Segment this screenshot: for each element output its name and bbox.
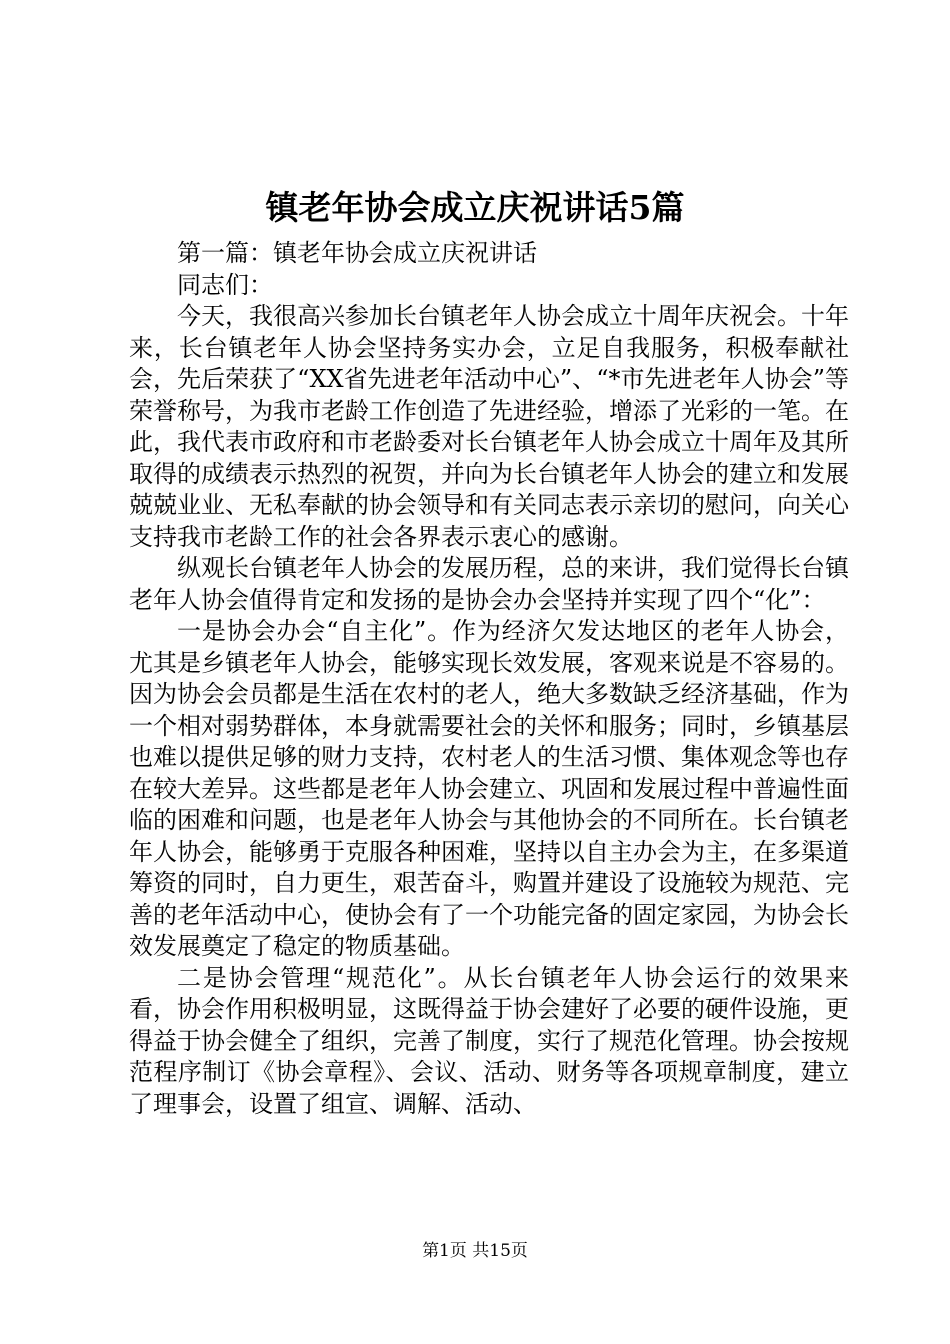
document-title: 镇老年协会成立庆祝讲话5篇 [265,188,685,227]
page-footer: 第1页 共15页 [422,1241,528,1261]
salutation: 同志们： [177,270,273,299]
document-body [129,238,849,1120]
body-paragraph: 今天，我很高兴参加长台镇老年人协会成立十周年庆祝会。十年来，长台镇老年人协会坚持务实办会，立足自我服务，积极奉献社会，先后荣获了“XX省先进老年活动中心”、“*市先进老年人协会”等荣誉称号，为我市老龄工作创造了先进经验，增添了光彩的一笔。在此，我代表市政府和市老龄委对长台镇老年人协会成立十周年及其所取得的成绩表示热烈的祝贺，并向为长台镇老年人协会的建立和发展兢兢业业、无私奉献的协会领导和有关同志表示亲切的慰问，向关心支持我市老龄工作的社会各界表示衷心的感谢。 [129,302,849,551]
body-paragraph: 纵观长台镇老年人协会的发展历程，总的来讲，我们觉得长台镇老年人协会值得肯定和发扬的是协会办会坚持并实现了四个“化”： [129,554,849,614]
body-paragraph: 二是协会管理“规范化”。从长台镇老年人协会运行的效果来看，协会作用积极明显，这既得益于协会建好了必要的硬件设施，更得益于协会健全了组织，完善了制度，实行了规范化管理。协会按规范程序制订《协会章程》、会议、活动、财务等各项规章制度，建立了理事会，设置了组宣、调解、活动、 [129,963,849,1118]
section-heading: 第一篇：镇老年协会成立庆祝讲话 [177,239,537,267]
body-paragraph: 一是协会办会“自主化”。作为经济欠发达地区的老年人协会，尤其是乡镇老年人协会，能够实现长效发展，客观来说是不容易的。因为协会会员都是生活在农村的老人，绝大多数缺乏经济基础，作为一个相对弱势群体，本身就需要社会的关怀和服务；同时，乡镇基层也难以提供足够的财力支持，农村老人的生活习惯、集体观念等也存在较大差异。这些都是老年人协会建立、巩固和发展过程中普遍性面临的困难和问题，也是老年人协会与其他协会的不同所在。长台镇老年人协会，能够勇于克服各种困难，坚持以自主办会为主，在多渠道筹资的同时，自力更生，艰苦奋斗，购置并建设了设施较为规范、完善的老年活动中心，使协会有了一个功能完备的固定家园，为协会长效发展奠定了稳定的物质基础。 [129,617,849,960]
